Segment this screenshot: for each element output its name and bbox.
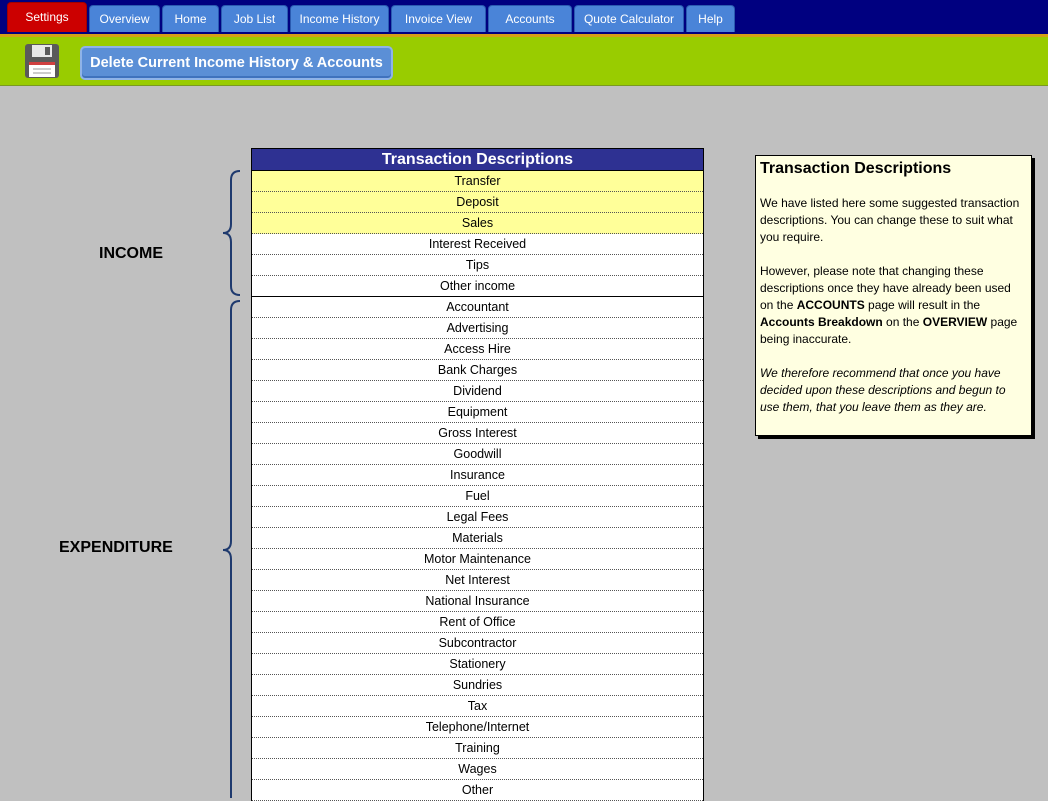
table-row[interactable]: Other [252, 780, 703, 801]
table-row[interactable]: Access Hire [252, 339, 703, 360]
tab-job-list[interactable]: Job List [221, 5, 288, 32]
table-row[interactable]: Fuel [252, 486, 703, 507]
table-row[interactable]: Goodwill [252, 444, 703, 465]
table-row[interactable]: Other income [252, 276, 703, 297]
tab-help[interactable]: Help [686, 5, 735, 32]
expenditure-label: EXPENDITURE [59, 539, 173, 556]
expenditure-rows [252, 297, 703, 801]
table-row[interactable]: Gross Interest [252, 423, 703, 444]
table-row[interactable]: Net Interest [252, 570, 703, 591]
table-header: Transaction Descriptions [252, 149, 703, 171]
income-rows [252, 171, 703, 297]
delete-income-history-button[interactable]: Delete Current Income History & Accounts [80, 46, 393, 80]
table-row[interactable]: Legal Fees [252, 507, 703, 528]
note-paragraph-1: We have listed here some suggested transaction descriptions. You can change these to suit what you require. [760, 196, 1020, 244]
transaction-descriptions-table [251, 148, 704, 801]
floppy-disk-icon[interactable] [24, 43, 60, 79]
table-row[interactable]: Materials [252, 528, 703, 549]
table-row[interactable]: Insurance [252, 465, 703, 486]
income-label: INCOME [99, 245, 163, 262]
transaction-descriptions-note [755, 155, 1032, 436]
tab-home[interactable]: Home [162, 5, 219, 32]
income-brace [220, 168, 244, 298]
table-row[interactable]: Stationery [252, 654, 703, 675]
table-row[interactable]: Accountant [252, 297, 703, 318]
table-row[interactable]: Training [252, 738, 703, 759]
table-row[interactable]: Subcontractor [252, 633, 703, 654]
tab-accounts[interactable]: Accounts [488, 5, 572, 32]
table-row[interactable]: Sales [252, 213, 703, 234]
table-row[interactable]: Bank Charges [252, 360, 703, 381]
table-row[interactable]: Motor Maintenance [252, 549, 703, 570]
tab-bar [0, 0, 1048, 37]
tab-invoice-view[interactable]: Invoice View [391, 5, 486, 32]
table-row[interactable]: Sundries [252, 675, 703, 696]
table-row[interactable]: Deposit [252, 192, 703, 213]
expenditure-brace [220, 298, 244, 798]
table-row[interactable]: National Insurance [252, 591, 703, 612]
table-row[interactable]: Equipment [252, 402, 703, 423]
table-row[interactable]: Tax [252, 696, 703, 717]
table-row[interactable]: Wages [252, 759, 703, 780]
note-paragraph-2: However, please note that changing these descriptions once they have already been used on the ACCOUNTS page will result in the Accounts Breakdown on the OVERVIEW page being inaccurate. [760, 264, 1018, 346]
tab-settings[interactable]: Settings [7, 2, 87, 32]
tab-overview[interactable]: Overview [89, 5, 160, 32]
tab-quote-calculator[interactable]: Quote Calculator [574, 5, 684, 32]
table-row[interactable]: Dividend [252, 381, 703, 402]
toolbar [0, 37, 1048, 86]
note-title: Transaction Descriptions [760, 160, 952, 177]
table-row[interactable]: Interest Received [252, 234, 703, 255]
table-row[interactable]: Advertising [252, 318, 703, 339]
table-row[interactable]: Rent of Office [252, 612, 703, 633]
tab-income-history[interactable]: Income History [290, 5, 389, 32]
table-row[interactable]: Telephone/Internet [252, 717, 703, 738]
table-row[interactable]: Transfer [252, 171, 703, 192]
table-row[interactable]: Tips [252, 255, 703, 276]
note-paragraph-3: We therefore recommend that once you have decided upon these descriptions and begun to use them, that you leave them as they are. [760, 366, 1006, 414]
